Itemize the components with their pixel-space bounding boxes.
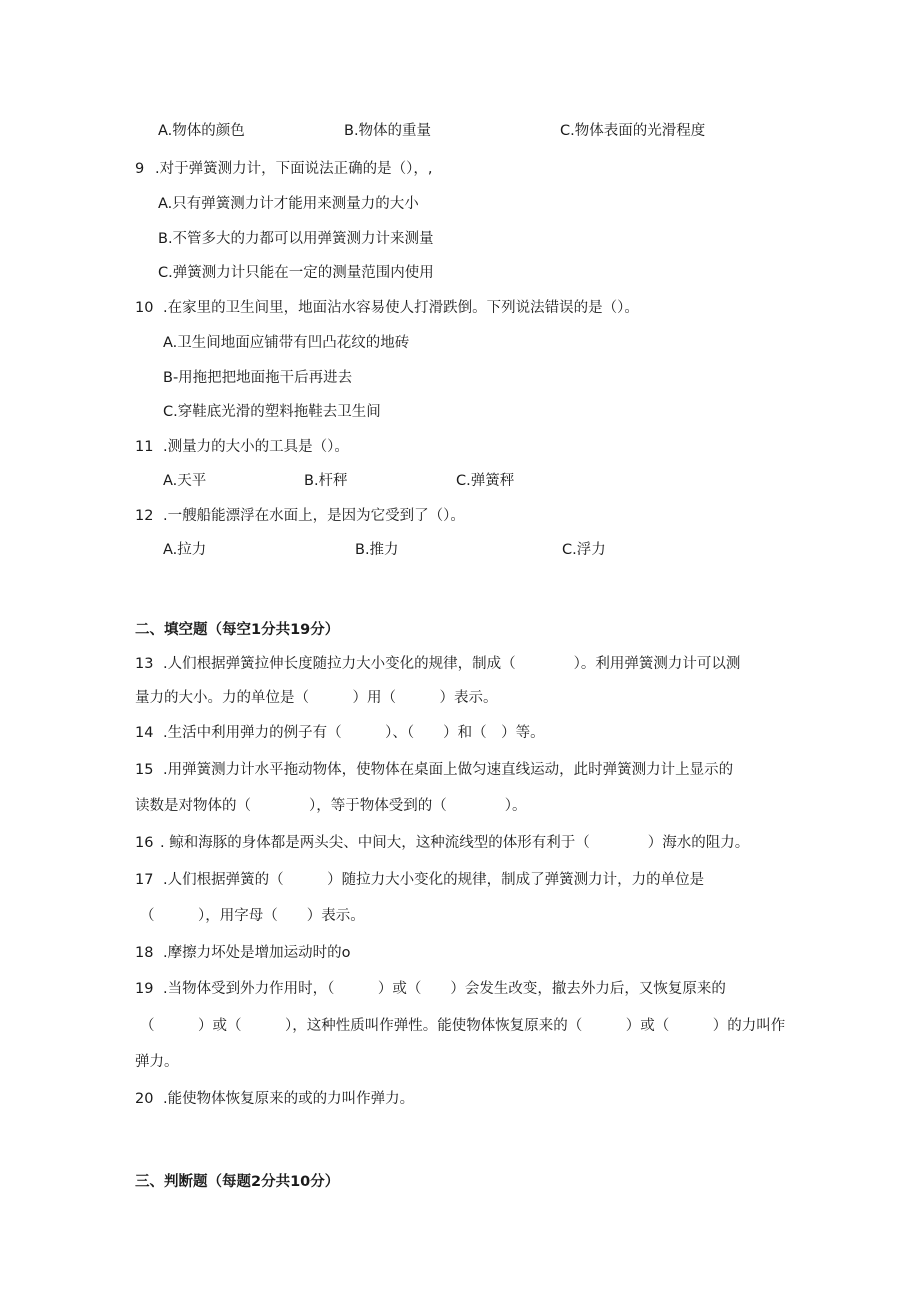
- q8-option-c: C.物体表面的光滑程度: [560, 123, 706, 139]
- q9-number: 9: [135, 161, 145, 177]
- q15-line2: 读数是对物体的（ ），等于物体受到的（ ）。: [135, 798, 527, 814]
- q11-option-c: C.弹簧秤: [456, 473, 515, 489]
- q12-number: 12: [135, 508, 154, 524]
- q18-number: 18: [135, 945, 154, 961]
- q15-number: 15: [135, 762, 154, 778]
- q15-line1: .用弹簧测力计水平拖动物体，使物体在桌面上做匀速直线运动，此时弹簧测力计上显示的: [163, 762, 734, 778]
- q19-line3: 弹力。: [135, 1054, 179, 1070]
- q13-line1: .人们根据弹簧拉伸长度随拉力大小变化的规律，制成（ ）。利用弹簧测力计可以测: [163, 656, 741, 672]
- q18-text: .摩擦力坏处是增加运动时的o: [163, 945, 351, 961]
- q10-option-c: C.穿鞋底光滑的塑料拖鞋去卫生间: [163, 404, 381, 420]
- q16-text: . 鲸和海豚的身体都是两头尖、中间大，这种流线型的体形有利于（ ）海水的阻力。: [160, 835, 750, 851]
- q11-text: .测量力的大小的工具是（）。: [163, 439, 349, 455]
- section-2-title: 二、填空题（每空1分共19分）: [135, 622, 340, 638]
- q9-option-b: B.不管多大的力都可以用弹簧测力计来测量: [158, 231, 434, 247]
- q8-option-a: A.物体的颜色: [158, 123, 245, 139]
- q10-option-b: B-用拖把把地面拖干后再进去: [163, 370, 353, 386]
- q19-line1: .当物体受到外力作用时，（ ）或（ ）会发生改变，撤去外力后，又恢复原来的: [163, 981, 726, 997]
- q13-number: 13: [135, 656, 154, 672]
- q10-number: 10: [135, 300, 154, 316]
- q13-line2: 量力的大小。力的单位是（ ）用（ ）表示。: [135, 690, 498, 706]
- q12-option-b: B.推力: [355, 542, 399, 558]
- q10-text: .在家里的卫生间里，地面沾水容易使人打滑跌倒。下列说法错误的是（）。: [163, 300, 639, 316]
- q17-number: 17: [135, 872, 154, 888]
- q11-option-a: A.天平: [163, 473, 207, 489]
- q9-option-a: A.只有弹簧测力计才能用来测量力的大小: [158, 196, 419, 212]
- q8-option-b: B.物体的重量: [344, 123, 432, 139]
- q17-line1: .人们根据弹簧的（ ）随拉力大小变化的规律，制成了弹簧测力计，力的单位是: [163, 872, 705, 888]
- q11-option-b: B.杆秤: [304, 473, 348, 489]
- q11-number: 11: [135, 439, 154, 455]
- q12-option-a: A.拉力: [163, 542, 207, 558]
- q19-line2: （ ）或（ ），这种性质叫作弹性。能使物体恢复原来的（ ）或（ ）的力叫作: [140, 1018, 786, 1034]
- q16-number: 16: [135, 835, 154, 851]
- q12-text: .一艘船能漂浮在水面上，是因为它受到了（）。: [163, 508, 465, 524]
- q19-number: 19: [135, 981, 154, 997]
- q10-option-a: A.卫生间地面应铺带有凹凸花纹的地砖: [163, 335, 410, 351]
- section-3-title: 三、判断题（每题2分共10分）: [135, 1174, 340, 1190]
- q17-line2: （ ），用字母（ ）表示。: [140, 908, 365, 924]
- q12-option-c: C.浮力: [562, 542, 606, 558]
- q14-number: 14: [135, 725, 154, 741]
- q20-number: 20: [135, 1091, 154, 1107]
- q14-text: .生活中利用弹力的例子有（ ）、（ ）和（ ）等。: [163, 725, 545, 741]
- q20-text: .能使物体恢复原来的或的力叫作弹力。: [163, 1091, 415, 1107]
- q9-option-c: C.弹簧测力计只能在一定的测量范围内使用: [158, 265, 434, 281]
- q9-text: .对于弹簧测力计，下面说法正确的是（），,: [155, 161, 433, 177]
